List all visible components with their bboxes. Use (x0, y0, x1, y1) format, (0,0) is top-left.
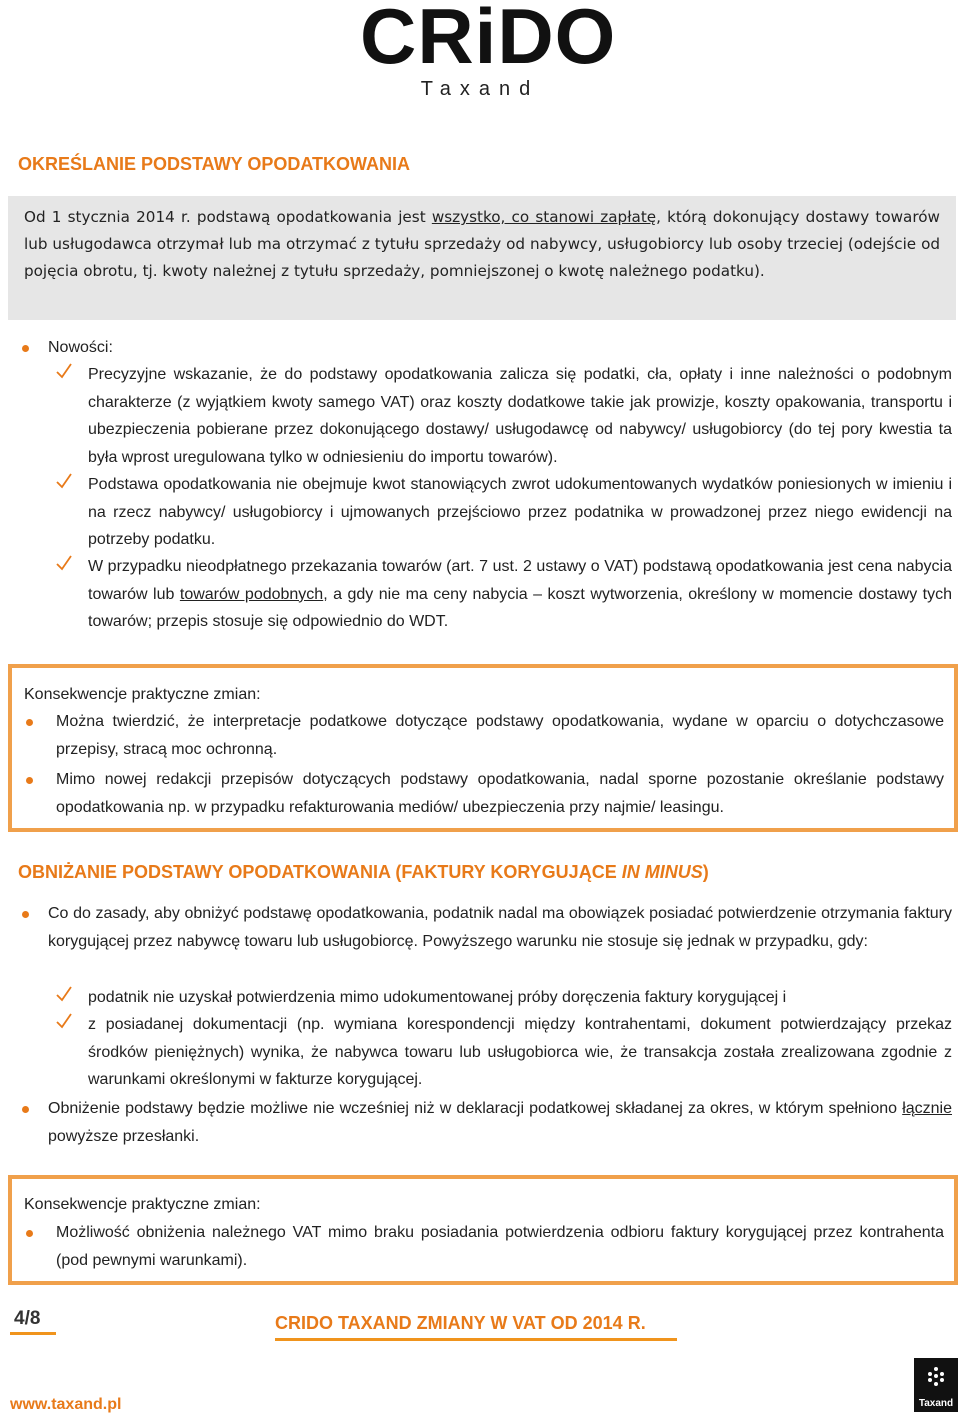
para2-text-2: powyższe przesłanki. (48, 1127, 200, 1145)
checkmark-icon (56, 363, 72, 379)
novelty-item-2: Podstawa opodatkowania nie obejmuje kwot stanowiących zwrot udokumentowanych wydatków poniesionych w imieniu i na rzecz nabywcy/ usługobiorcy i ujmowanych przejściowo przez podatnika w prowadzonej przez niego ewidencji na potrzeby podatku. (88, 476, 952, 548)
section2-heading (18, 862, 709, 883)
checkmark-icon (56, 555, 72, 571)
condition-item-1: podatnik nie uzyskał potwierdzenia mimo udokumentowanej próby doręczenia faktury korygującej i (88, 989, 787, 1006)
intro-box (8, 196, 956, 320)
badge-label: Taxand (918, 1398, 954, 1409)
intro-underlined: wszystko, co stanowi zapłatę (431, 208, 657, 226)
item3-text-2: , a gdy nie ma ceny nabycia – koszt wytworzenia, określony w momencie dostawy tych towarów; przepis stosuje się odpowiednio do WDT. (88, 585, 953, 630)
crido-logo (360, 0, 617, 100)
taxand-badge (914, 1358, 958, 1412)
footer-url[interactable]: www.taxand.pl (10, 1396, 122, 1413)
para2-underlined: łącznie (902, 1100, 952, 1117)
consequences-box-1 (8, 664, 958, 832)
section1-heading: OKREŚLANIE PODSTAWY OPODATKOWANIA (18, 154, 411, 174)
logo-wordmark: CRiDO (360, 0, 617, 80)
bullet-icon (26, 1230, 33, 1237)
footer-rule-title (275, 1338, 677, 1341)
page-number: 4/8 (14, 1308, 41, 1329)
section2-paragraph-1: Co do zasady, aby obniżyć podstawę opodatkowania, podatnik nadal ma obowiązek posiadać potwierdzenie otrzymania faktury korygującej przez nabywcę towaru lub usługobiorcę. Powyższego warunku nie stosuje się jednak w przypadku, gdy: (48, 905, 952, 950)
section2-paragraph-2 (48, 1095, 952, 1150)
heading-end: ) (702, 862, 709, 882)
intro-text-2: , którą dokonujący dostawy towarów lub usługodawca otrzymał lub ma otrzymać z tytułu sprzedaży od nabywcy, usługobiorcy lub osoby trzeciej (odejście od pojęcia obrotu, tj. kwoty należnej z tytułu sprzedaży, pomniejszonej o kwotę należnego podatku). (24, 208, 940, 280)
bullet-icon (22, 345, 29, 352)
consequences-title: Konsekwencje praktyczne zmian: (24, 686, 261, 703)
consequence-item-1: Możliwość obniżenia należnego VAT mimo braku posiadania potwierdzenia odbioru faktury korygującej przez kontrahenta (pod pewnymi warunkami). (56, 1224, 944, 1269)
heading-main: OBNIŻANIE PODSTAWY OPODATKOWANIA (FAKTURY KORYGUJĄCE (18, 862, 622, 882)
intro-text-1: Od 1 stycznia 2014 r. podstawą opodatkowania jest (24, 208, 432, 226)
taxand-dots-icon (926, 1366, 946, 1386)
checkmark-icon (56, 1013, 72, 1029)
consequences-title: Konsekwencje praktyczne zmian: (24, 1196, 261, 1213)
item3-text-1: W przypadku nieodpłatnego przekazania towarów (art. 7 ust. 2 ustawy o VAT) podstawą opodatkowania jest cena nabycia towarów lub (88, 558, 952, 603)
intro-paragraph (8, 196, 956, 285)
novelties-label: Nowości: (48, 339, 113, 356)
novelty-item-1: Precyzyjne wskazanie, że do podstawy opodatkowania zalicza się podatki, cła, opłaty i inne należności o podobnym charakterze (z wyjątkiem kwoty samego VAT) oraz koszty dodatkowe takie jak prowizje, koszty opakowania, transportu i ubezpieczenia pobierane przez dokonującego dostawy/ usługodawcę od nabywcy/ usługobiorcy (do tej pory kwestia ta była wprost uregulowana tylko w odniesieniu do importu towarów). (88, 366, 952, 466)
consequence-item-2: Mimo nowej redakcji przepisów dotyczących podstawy opodatkowania, nadal sporne pozostanie określanie podstawy opodatkowania np. w przypadku refakturowania mediów/ ubezpieczenia przy najmie/ leasingu. (56, 771, 944, 816)
item3-underlined: towarów podobnych (179, 585, 324, 603)
checkmark-icon (56, 473, 72, 489)
consequence-item-1: Można twierdzić, że interpretacje podatkowe dotyczące podstawy opodatkowania, wydane w oparciu o dotychczasowe przepisy, stracą moc ochronną. (56, 713, 944, 758)
footer-rule-left (10, 1332, 56, 1335)
condition-item-2: z posiadanej dokumentacji (np. wymiana korespondencji między kontrahentami, dokument potwierdzający przekaz środków pieniężnych) wynika, że nabywca towaru lub usługobiorca wie, że transakcja została zrealizowana zgodnie z warunkami określonymi w fakturze korygującej. (88, 1016, 952, 1088)
footer-title: CRIDO TAXAND ZMIANY W VAT OD 2014 R. (275, 1313, 646, 1333)
bullet-icon (22, 911, 29, 918)
consequences-box-2 (8, 1175, 958, 1285)
heading-italic: IN MINUS (621, 862, 703, 882)
para2-text-1: Obniżenie podstawy będzie możliwe nie wcześniej niż w deklaracji podatkowej składanej za okres, w którym spełniono (48, 1100, 903, 1117)
novelty-item-3 (88, 553, 952, 636)
bullet-icon (26, 777, 33, 784)
checkmark-icon (56, 986, 72, 1002)
bullet-icon (26, 719, 33, 726)
logo-subtitle: Taxand (420, 78, 540, 100)
bullet-icon (22, 1106, 29, 1113)
